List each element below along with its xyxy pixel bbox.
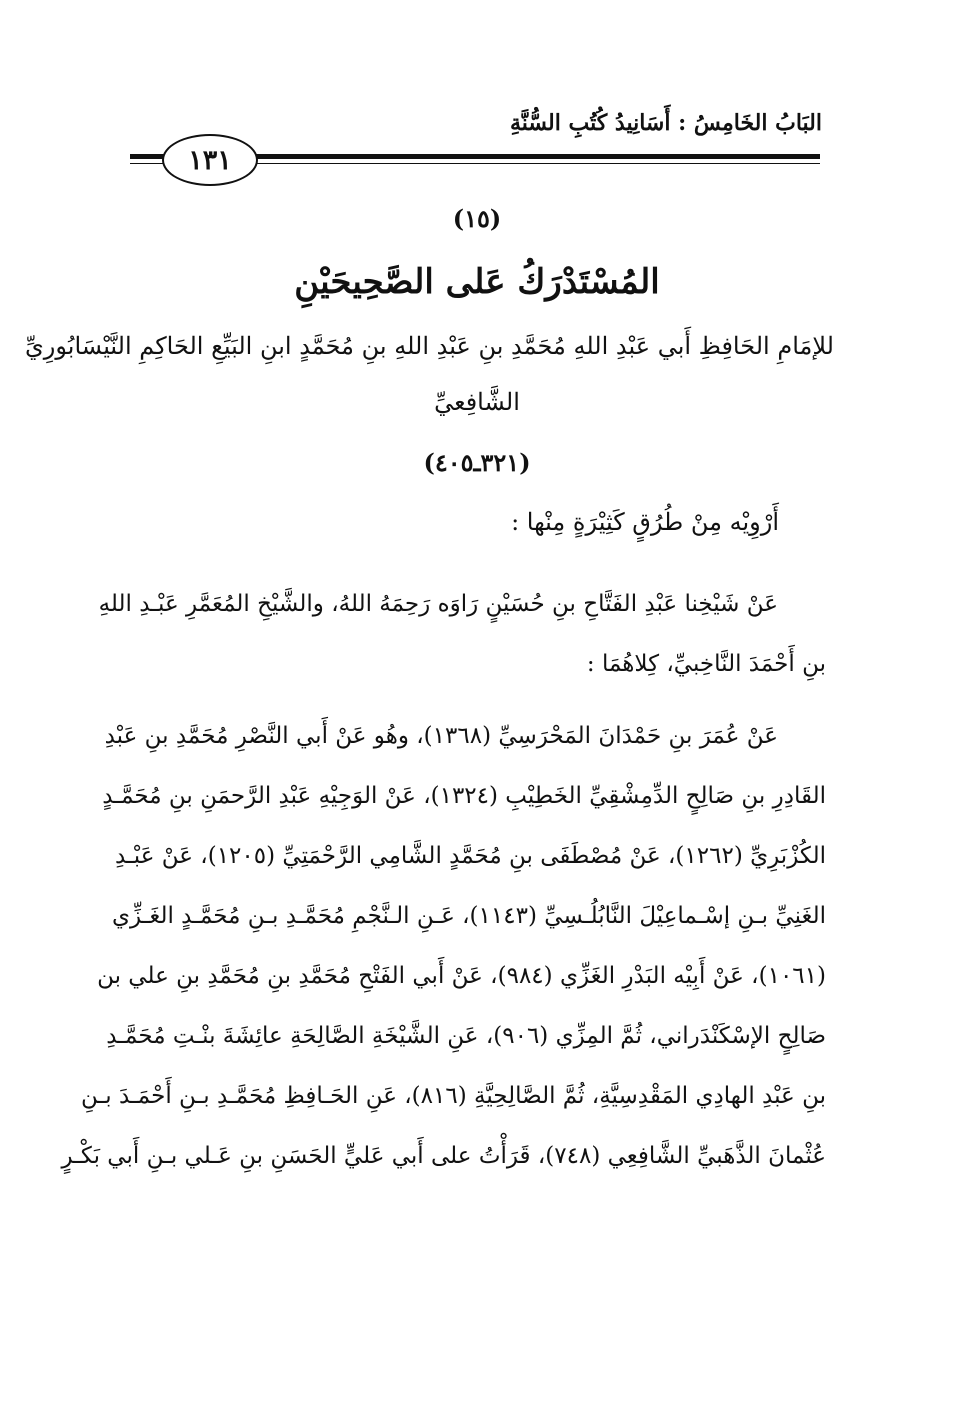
paragraph-line: بنِ عَبْدِ الهادِي المَقْدِسِيَّةِ، ثُمَّ الصَّالِحِيَّةِ (٨١٦)، عَنِ الحَـافِظِ مُحَمَّـدِ بـنِ أَحْمَـدَ بـنِ <box>81 1083 826 1109</box>
paragraph-line: عُثْمانَ الذَّهَبيِّ الشَّافِعِي (٧٤٨)، قَرَأْتُ على أَبي عَليٍّ الحَسَنِ بنِ عَـلي بـنِ أَبي بَكْـرٍ <box>61 1143 826 1169</box>
paragraph-line: (١٠٦١)، عَنْ أَبِيْه البَدْرِ الغَزِّي (٩٨٤)، عَنْ أَبي الفَتْحِ مُحَمَّدِ بنِ مُحَمَّدِ بنِ علي بن <box>97 963 826 989</box>
author-line-1: للإمَامِ الحَافِظِ أَبي عَبْدِ اللهِ مُحَمَّدِ بنِ عَبْدِ اللهِ بنِ مُحَمَّدٍ ابنِ البَيِّعِ الحَاكِمِ النَّيْسَابُورِيِّ <box>25 332 834 360</box>
intro-line: أَرْوِيْه مِنْ طُرُقٍ كَثِيْرَةٍ مِنْها : <box>511 508 779 536</box>
paragraph-line: بنِ أَحْمَدَ النَّاخِبيِّ، كِلاهُمَا : <box>586 651 826 677</box>
paragraph-line: صَالِحٍ الإسْكَنْدَراني، ثُمَّ المِزِّي (٩٠٦)، عَنِ الشَّيْخَةِ الصَّالِحَةِ عائِشَةَ بنْـتِ مُحَمَّـدِ <box>106 1023 826 1049</box>
paragraph-2 <box>61 706 826 1186</box>
paragraph-line: عَنْ شَيْخِنا عَبْدِ الفَتَّاحِ بنِ حُسَيْنٍ رَاوَه رَحِمَهُ اللهُ، والشَّيْخِ المُعَمَّرِ عَبْـدِ اللهِ <box>98 591 778 617</box>
author-line-2: الشَّافِعيِّ <box>434 388 520 416</box>
section-number: (١٥) <box>452 204 502 233</box>
paragraph-line: الغَنِيِّ بـنِ إسْـماعِيْلَ النَّابُلُـسِيِّ (١١٤٣)، عَـنِ الـنَّجْمِ مُحَمَّـدِ بـنِ مُحَمَّـدٍ الغَـزِّي <box>111 903 826 929</box>
paragraph-line: عَنْ عُمَرَ بنِ حَمْدَانَ المَحْرَسِيِّ (١٣٦٨)، وهُو عَنْ أَبي النَّصْرِ مُحَمَّدِ بنِ عَبْدِ <box>104 723 778 749</box>
author-dates: (٣٢١ـ٤٠٥) <box>423 448 531 477</box>
paragraph-1 <box>98 574 826 694</box>
page-number: ١٣١ <box>162 134 258 186</box>
book-title: المُسْتَدْرَكُ عَلى الصَّحِيحَيْنِ <box>294 262 660 302</box>
running-header: البَابُ الخَامِسُ : أَسَانِيدُ كُتُبِ السُّنَّةِ <box>510 110 822 136</box>
paragraph-line: القَادِرِ بنِ صَالِحٍ الدِّمِشْقِيِّ الخَطِيْبِ (١٣٢٤)، عَنْ الوَجِيْهِ عَبْدِ الرَّحمَنِ بنِ مُحَمَّـدٍ <box>102 783 826 809</box>
paragraph-line: الكُزْبَرِيِّ (١٢٦٢)، عَنْ مُصْطَفَى بنِ مُحَمَّدٍ الشَّامِي الرَّحْمَتِيِّ (١٢٠٥)، عَنْ عَبْـدِ <box>114 843 826 869</box>
